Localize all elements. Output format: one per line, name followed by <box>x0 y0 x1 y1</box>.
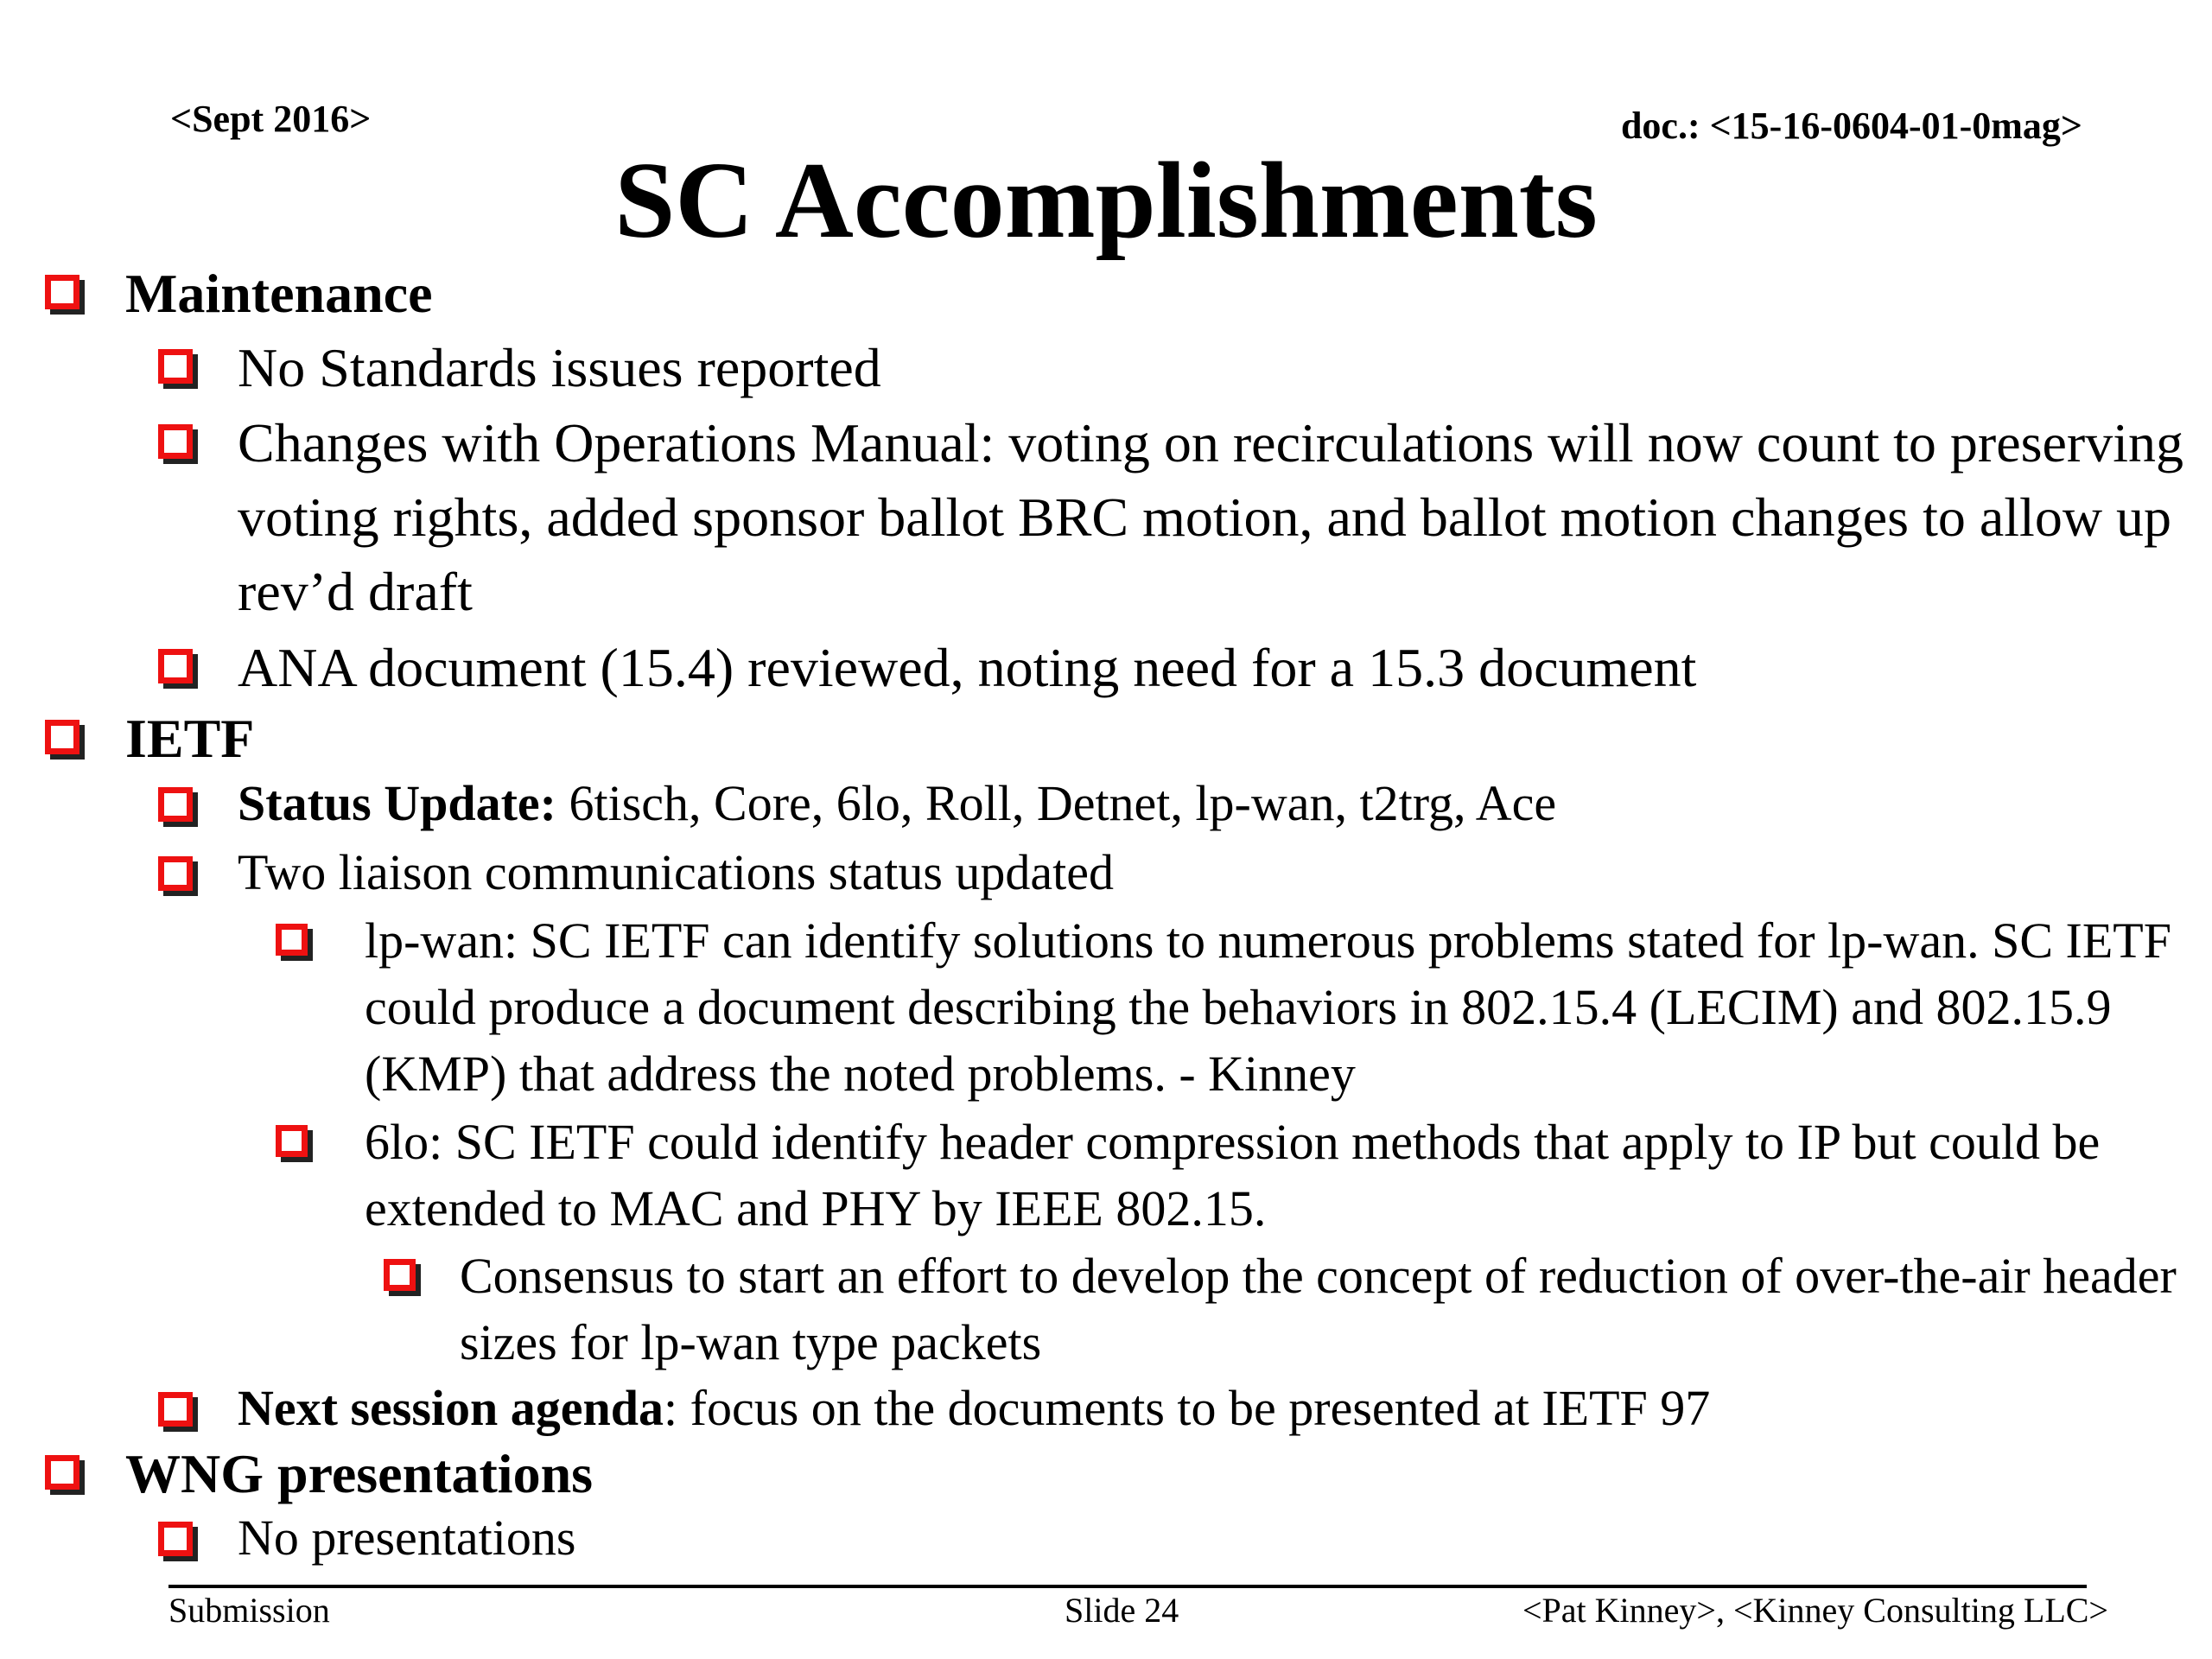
square-bullet-icon <box>158 1522 193 1556</box>
status-update-text: 6tisch, Core, 6lo, Roll, Detnet, lp-wan, t2trg, Ace <box>556 775 1557 831</box>
bullet-operations-manual-changes <box>238 406 2186 629</box>
square-bullet-icon <box>158 649 193 683</box>
bullet-text: Two liaison communications status updated <box>238 844 1115 900</box>
header-date: <Sept 2016> <box>170 98 372 140</box>
square-bullet-icon <box>158 856 193 891</box>
square-bullet-icon <box>158 349 193 384</box>
bullet-no-standards-issues <box>238 331 2186 405</box>
bullet-wng-presentations <box>125 1440 593 1509</box>
bullet-text: 6lo: SC IETF could identify header compression methods that apply to IP but could be extended to MAC and PHY by IEEE 802.15. <box>365 1114 2101 1236</box>
square-bullet-icon <box>384 1259 416 1291</box>
bullet-text: No Standards issues reported <box>238 337 881 398</box>
bullet-text: Changes with Operations Manual: voting on recirculations will now count to preserving voting rights, added sponsor ballot BRC motion, and ballot motion changes to allow up rev’d draft <box>238 412 2183 622</box>
bullet-text: No presentations <box>238 1510 576 1566</box>
bullet-text: ANA document (15.4) reviewed, noting need for a 15.3 document <box>238 637 1697 698</box>
next-session-lead: Next session agenda <box>238 1380 664 1436</box>
bullet-liaison-status <box>238 838 2186 907</box>
next-session-text: : focus on the documents to be presented at IETF 97 <box>664 1380 1711 1436</box>
bullet-6lo-liaison <box>365 1109 2186 1242</box>
square-bullet-icon <box>276 924 308 956</box>
footer-author: <Pat Kinney>, <Kinney Consulting LLC> <box>1522 1591 2108 1630</box>
bullet-ietf <box>125 704 254 773</box>
square-bullet-icon <box>158 1392 193 1427</box>
bullet-next-session-agenda <box>238 1374 2186 1443</box>
square-bullet-icon <box>45 1455 79 1490</box>
square-bullet-icon <box>45 720 79 754</box>
bullet-status-update <box>238 769 2186 838</box>
square-bullet-icon <box>276 1125 308 1157</box>
bullet-lpwan-liaison <box>365 907 2186 1107</box>
status-update-lead: Status Update: <box>238 775 556 831</box>
bullet-maintenance <box>125 259 433 328</box>
footer-slide-number: Slide 24 <box>1065 1591 1179 1630</box>
bullet-text: lp-wan: SC IETF can identify solutions to numerous problems stated for lp-wan. SC IETF could produce a document describing the behaviors in 802.15.4 (LECIM) and 802.15.9 (KMP) that address the noted problems. - Kinney <box>365 912 2171 1102</box>
square-bullet-icon <box>158 424 193 459</box>
bullet-label: Maintenance <box>125 263 433 324</box>
square-bullet-icon <box>45 275 79 309</box>
square-bullet-icon <box>158 787 193 822</box>
header-doc-id: doc.: <15-16-0604-01-0mag> <box>1620 105 2082 147</box>
bullet-text: Consensus to start an effort to develop the concept of reduction of over-the-air header sizes for lp-wan type packets <box>460 1248 2177 1370</box>
footer-divider <box>168 1585 2087 1588</box>
bullet-no-presentations <box>238 1503 2186 1573</box>
slide-title: SC Accomplishments <box>614 141 1598 261</box>
bullet-consensus <box>460 1243 2186 1376</box>
footer-submission: Submission <box>168 1591 330 1630</box>
bullet-ana-document <box>238 631 2186 705</box>
bullet-label: WNG presentations <box>125 1443 594 1504</box>
bullet-label: IETF <box>125 708 255 769</box>
